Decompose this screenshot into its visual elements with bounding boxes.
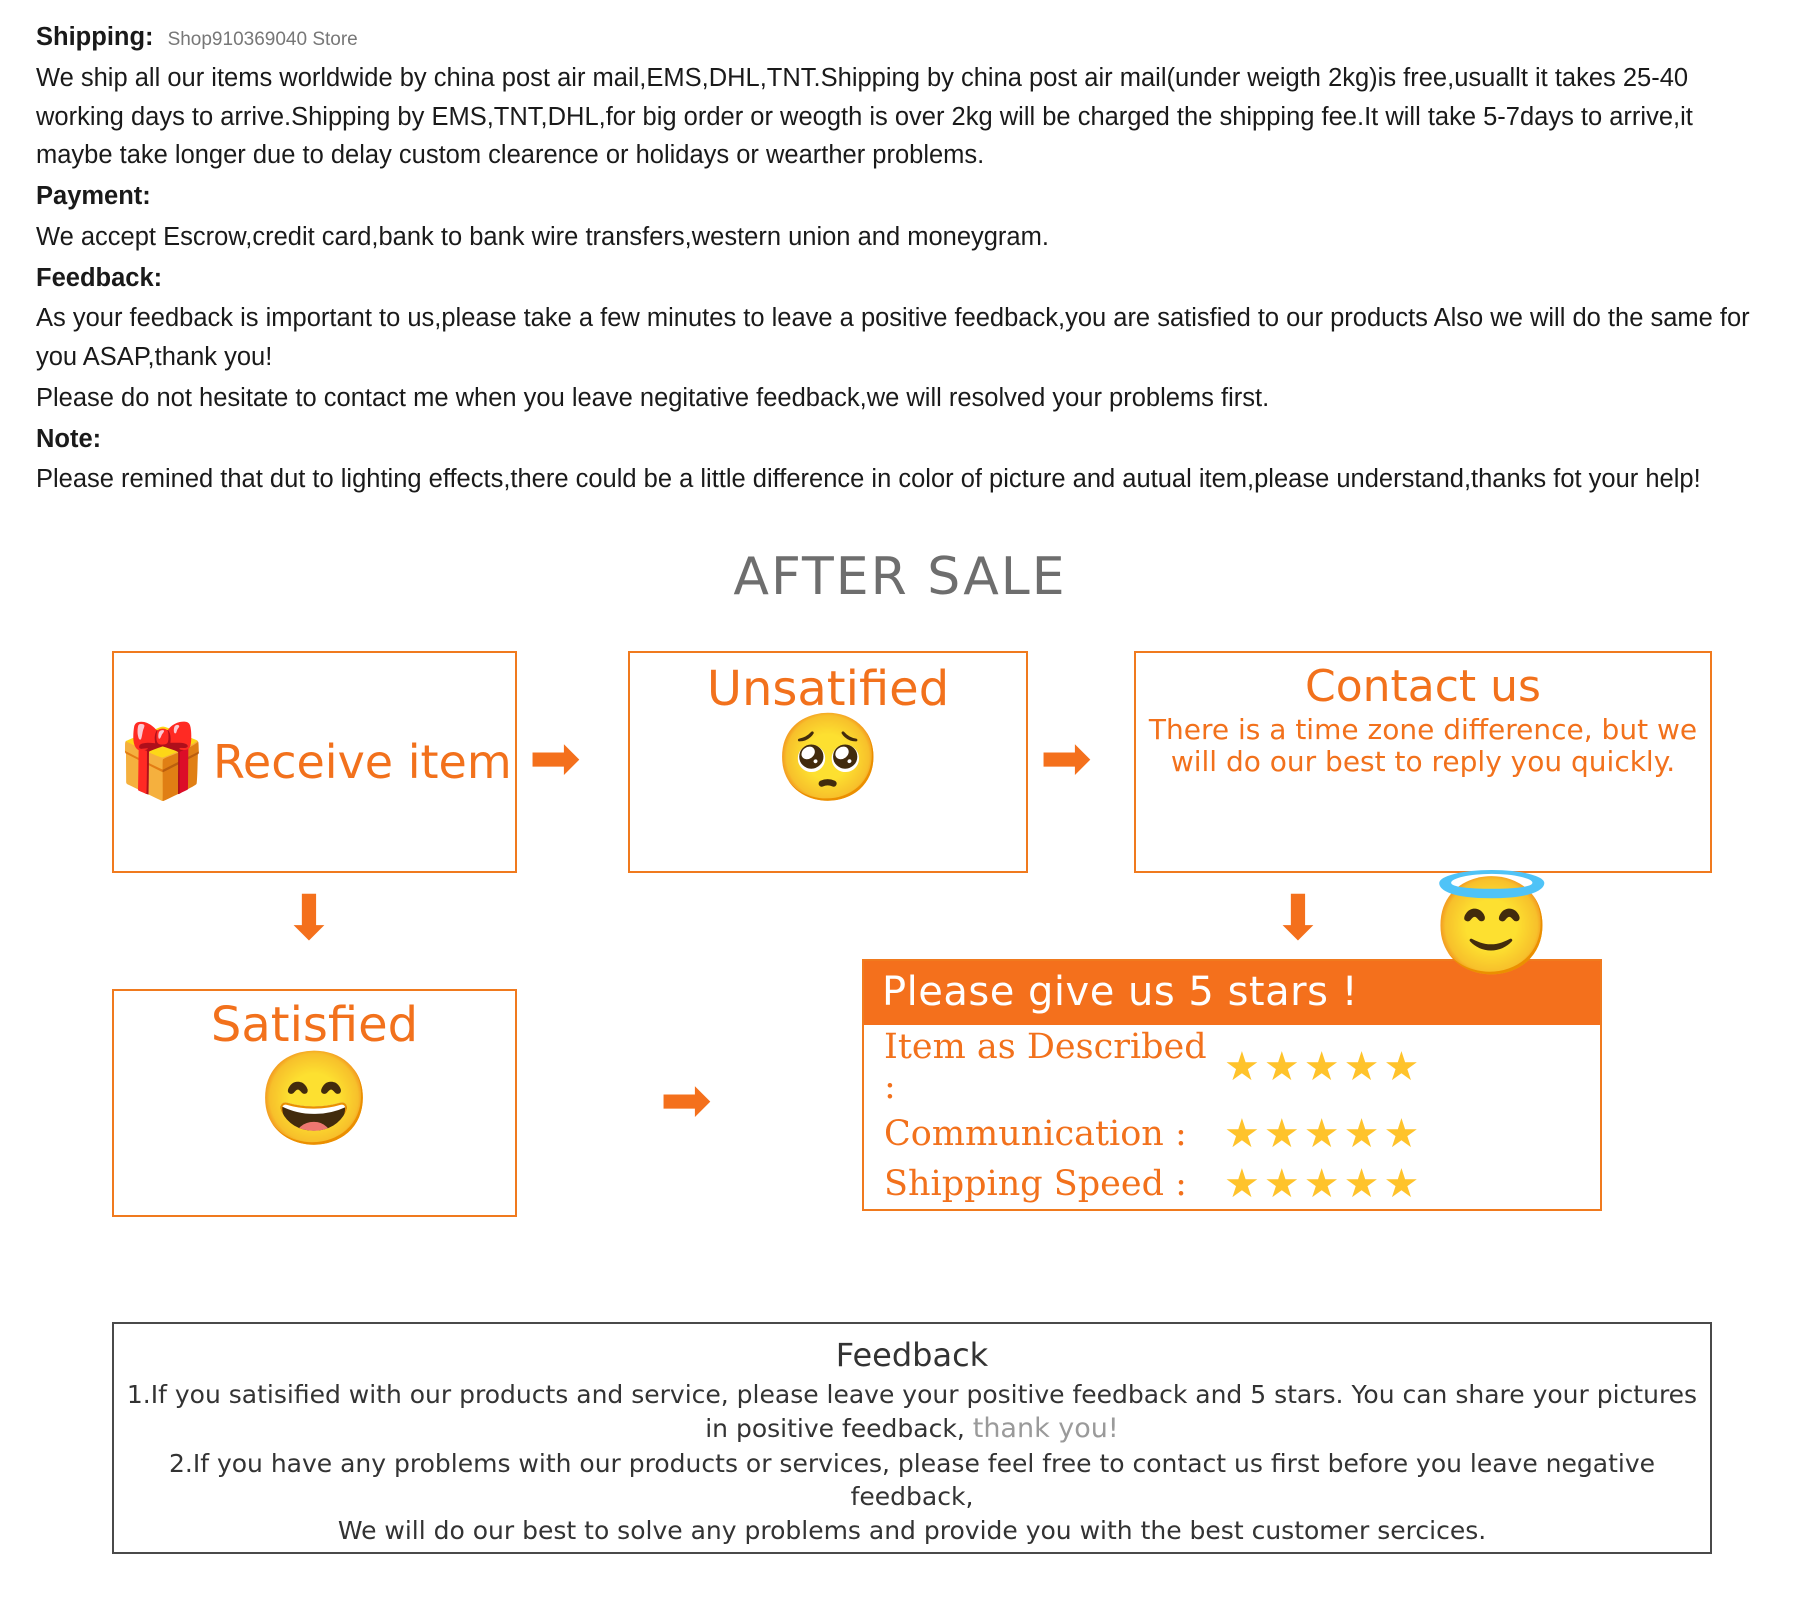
rating-panel <box>862 959 1602 1211</box>
shipping-heading-line <box>36 18 1770 57</box>
satisfied-face-icon: 😄 <box>257 1048 372 1150</box>
rating-row <box>864 1159 1600 1209</box>
feedback-box-title: Feedback <box>835 1336 989 1374</box>
satisfied-label: Satisfied <box>210 997 419 1053</box>
rating-row <box>864 1109 1600 1159</box>
policy-section <box>0 0 1800 499</box>
rating-row <box>864 1025 1600 1109</box>
after-sale-flow <box>0 629 1800 1249</box>
flow-box-satisfied <box>112 989 517 1217</box>
rating-label-communication: Communication : <box>884 1114 1187 1154</box>
flow-box-receive-item <box>112 651 517 873</box>
shipping-text: We ship all our items worldwide by china post air mail,EMS,DHL,TNT.Shipping by china post air mail(under weigth 2kg)is free,usuallt it takes 25-40 working days to arrive.Shipping by EMS,TNT,DHL,for big order or weogth is over 2kg will be charged the shipping fee.It will take 5-7days to arrive,it maybe take longer due to delay custom clearence or holidays or wearther problems. <box>36 63 1693 170</box>
arrow-down-icon: ⬇ <box>283 881 335 954</box>
arrow-right-icon: ➡ <box>529 721 581 794</box>
feedback-line-2-prefix: in positive feedback, <box>705 1414 965 1444</box>
note-text: Please remined that dut to lighting effects,there could be a little difference in color of picture and autual item,please understand,thanks fot your help! <box>36 465 1701 494</box>
rating-label-item-as-described: Item as Described : <box>884 1027 1207 1107</box>
arrow-right-icon: ➡ <box>660 1063 712 1136</box>
feedback-heading: Feedback: <box>36 263 163 292</box>
payment-text: We accept Escrow,credit card,bank to bank wire transfers,western union and moneygram. <box>36 222 1049 251</box>
feedback-thanks-text: thank you! <box>972 1413 1119 1445</box>
feedback-line-1: 1.If you satisified with our products and service, please leave your positive feedback and 5 stars. You can share your pictures <box>126 1380 1698 1409</box>
feedback-text-1: As your feedback is important to us,please take a few minutes to leave a positive feedback,you are satisfied to our products Also we will do the same for you ASAP,thank you! <box>36 304 1750 371</box>
shop-name: Shop910369040 Store <box>167 29 358 50</box>
feedback-text-2: Please do not hesitate to contact me when you leave negitative feedback,we will resolved your problems first. <box>36 383 1270 412</box>
arrow-right-icon: ➡ <box>1040 721 1092 794</box>
star-rating-icon: ★★★★★ <box>1224 1162 1424 1206</box>
gift-icon: 🎁 <box>117 722 207 802</box>
arrow-down-icon: ⬇ <box>1272 881 1324 954</box>
payment-heading: Payment: <box>36 182 151 210</box>
contact-us-subtext: There is a time zone difference, but we will do our best to reply you quickly. <box>1148 713 1698 779</box>
star-rating-icon: ★★★★★ <box>1224 1045 1424 1089</box>
angel-face-icon: 😇 <box>1432 873 1552 980</box>
flow-box-unsatisfied <box>628 651 1028 873</box>
unsatisfied-label: Unsatified <box>706 661 950 717</box>
rating-header-label: Please give us 5 stars ! <box>864 961 1600 1025</box>
unsatisfied-face-icon: 🥺 <box>774 710 882 806</box>
feedback-line-4: We will do our best to solve any problems and provide you with the best customer sercices. <box>337 1515 1487 1545</box>
star-rating-icon: ★★★★★ <box>1224 1112 1424 1156</box>
feedback-line-3: 2.If you have any problems with our products or services, please feel free to contact us first before you leave negative feedback, <box>168 1449 1656 1512</box>
contact-us-title: Contact us <box>1305 661 1541 712</box>
shipping-heading: Shipping: <box>36 23 154 51</box>
feedback-line-2 <box>114 1411 1710 1447</box>
feedback-box <box>112 1322 1712 1554</box>
receive-item-label: Receive item <box>213 734 512 789</box>
rating-label-shipping-speed: Shipping Speed : <box>884 1164 1187 1204</box>
flow-box-contact-us <box>1134 651 1712 873</box>
note-heading: Note: <box>36 424 102 453</box>
after-sale-title: AFTER SALE <box>733 547 1067 607</box>
